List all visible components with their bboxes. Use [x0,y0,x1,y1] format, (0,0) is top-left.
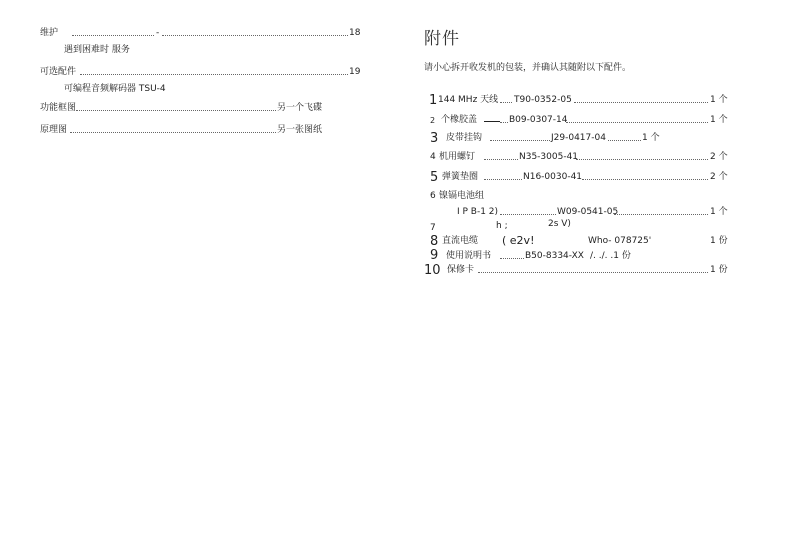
accessories-title: 附件 [424,29,460,49]
item-code: 2s V) [548,219,571,229]
toc-page-maintenance: 18 [349,28,361,38]
item-qty: 1 份 [710,265,728,275]
item-code: B50-8334-XX [525,251,584,261]
toc-page-options: 19 [349,67,361,77]
item-dots [478,272,708,273]
item-name: 弹簧垫圈 [442,172,479,182]
item-qty: 1 个 [710,115,728,125]
item-qty: 1 份 [710,236,728,246]
toc-label-block-diagram: 功能框图 [40,103,77,113]
item-code: N16-0030-41 [523,172,583,182]
item-dots [614,214,708,215]
toc-dots [72,35,154,36]
item-number: 5 [430,170,439,185]
item-number: 10 [424,263,441,278]
item-qty: 1 个 [710,207,728,217]
item-code: B09-0307-14 [509,115,568,125]
item-dots [582,179,708,180]
item-dots [566,122,708,123]
item-dots [490,140,550,141]
toc-label-schematic: 原理图 [40,125,68,135]
item-dots [608,140,641,141]
toc-subitem-service: 遇到困难时 服务 [64,45,130,55]
toc-label-maintenance: 维护 [40,28,59,38]
item-dots [500,102,512,103]
item-name: 使用说明书 [446,251,492,261]
item-code: N35-3005-41 [519,152,579,162]
accessories-intro: 请小心拆开收发机的包装，并确认其随附以下配件。 [424,63,632,73]
item-dots [500,258,524,259]
item-dots [484,179,522,180]
item-dots [576,159,708,160]
item-name: 直流电缆 [442,236,479,246]
item-dots [500,122,508,123]
item-name: 个橡胶盖 [441,115,478,125]
item-name: 皮带挂钩 [446,133,483,143]
toc-dots [162,35,348,36]
item-dots [484,159,518,160]
item-name: 144 MHz 天线 [438,95,499,105]
item-name: 机用螺钉 [439,152,476,162]
item-code: T90-0352-05 [514,95,572,105]
item-name: 保修卡 [447,265,475,275]
toc-dash: - [156,28,160,38]
item-number: 4 [430,152,436,162]
item-number: 7 [430,223,436,233]
toc-dots [70,132,276,133]
item-name: 镍镉电池组 [439,191,485,201]
item-code: Who- 078725' [588,236,652,246]
item-tail: /. ./. .1 份 [590,251,631,261]
toc-dots [80,74,348,75]
item-number: 3 [430,131,439,146]
toc-subitem-decoder: 可编程音频解码器 TSU-4 [64,84,166,94]
item-qty: 2 个 [710,152,728,162]
item-dots [574,102,708,103]
item-number: 6 [430,191,436,201]
item-number: 2 [430,116,436,125]
item-qty: 1 个 [710,95,728,105]
item-number: 8 [430,234,439,249]
item-qty: 2 个 [710,172,728,182]
toc-dots [76,110,276,111]
item-extra: ( e2v! [502,234,535,247]
item-number: 1 [429,93,438,108]
toc-page-schematic: 另一张图纸 [277,125,323,135]
toc-label-options: 可选配件 [40,67,77,77]
item-code: W09-0541-05 [557,207,619,217]
item-name: h ; [496,221,508,231]
item-name: I P B-1 2) [457,207,499,217]
item-dash [484,121,500,122]
item-dots [500,214,556,215]
item-qty: 1 个 [642,133,660,143]
item-number: 9 [430,248,439,263]
item-code: J29-0417-04 [551,133,606,143]
toc-page-block-diagram: 另一个飞碟 [277,103,323,113]
